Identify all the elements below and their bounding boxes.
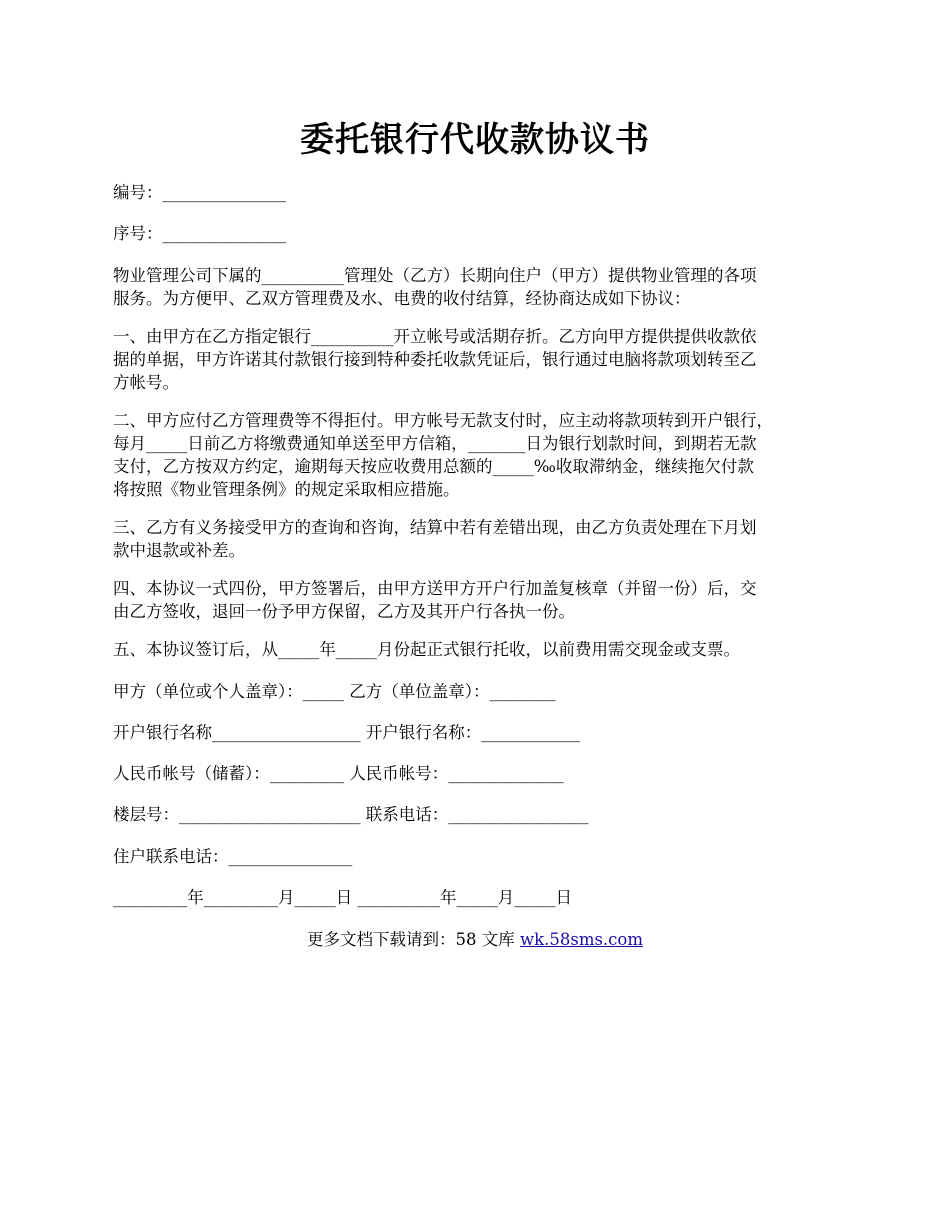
intro-line: 物业管理公司下属的__________管理处（乙方）长期向住户（甲方）提供物业管理的各项 (113, 266, 757, 285)
clause-line: 将按照《物业管理条例》的规定采取相应措施。 (113, 480, 460, 499)
number-field: 编号：_______________ (113, 183, 287, 202)
intro-paragraph (113, 264, 848, 310)
document-title: 委托银行代收款协议书 (300, 120, 650, 160)
clause-line: 据的单据，甲方许诺其付款银行接到特种委托收款凭证后，银行通过电脑将款项划转至乙 (113, 350, 757, 369)
floor-phone-line: 楼层号：______________________ 联系电话：_________________ (113, 805, 589, 824)
clause-2 (113, 409, 848, 501)
account-number-line: 人民币帐号（储蓄）：_________ 人民币帐号：______________ (113, 764, 564, 783)
download-footer (0, 928, 950, 951)
clause-line: 支付，乙方按双方约定，逾期每天按应收费用总额的_____‰收取滞纳金，继续拖欠付款 (113, 457, 754, 476)
footer-text: 更多文档下载请到：58 文库 (306, 930, 520, 949)
clause-line: 每月_____日前乙方将缴费通知单送至甲方信箱，_______日为银行划款时间，到期若无款 (113, 434, 757, 453)
clause-line: 二、甲方应付乙方管理费等不得拒付。甲方帐号无款支付时，应主动将款项转到开户银行， (113, 411, 773, 430)
footer-link[interactable]: wk.58sms.com (519, 930, 643, 949)
clause-line: 方帐号。 (113, 373, 179, 392)
date-line: _________年_________月_____日 __________年_____月_____日 (113, 888, 572, 907)
clause-line: 由乙方签收，退回一份予甲方保留，乙方及其开户行各执一份。 (113, 602, 575, 621)
intro-line: 服务。为方便甲、乙双方管理费及水、电费的收付结算，经协商达成如下协议： (113, 289, 691, 308)
clause-5 (113, 638, 848, 661)
sequence-field: 序号：_______________ (113, 224, 287, 243)
party-seal-line: 甲方（单位或个人盖章）：_____ 乙方（单位盖章）：________ (113, 682, 556, 701)
clause-4 (113, 577, 848, 623)
clause-1 (113, 325, 848, 394)
clause-line: 三、乙方有义务接受甲方的查询和咨询，结算中若有差错出现，由乙方负责处理在下月划 (113, 518, 757, 537)
clause-line: 一、由甲方在乙方指定银行__________开立帐号或活期存折。乙方向甲方提供提供收款依 (113, 327, 757, 346)
clause-line: 款中退款或补差。 (113, 541, 245, 560)
clause-3 (113, 516, 848, 562)
resident-phone-line: 住户联系电话：_______________ (113, 847, 353, 866)
clause-line: 五、本协议签订后，从_____年_____月份起正式银行托收，以前费用需交现金或支票。 (113, 640, 740, 659)
bank-name-line: 开户银行名称__________________ 开户银行名称：____________ (113, 723, 581, 742)
clause-line: 四、本协议一式四份，甲方签署后，由甲方送甲方开户行加盖复核章（并留一份）后，交 (113, 579, 757, 598)
